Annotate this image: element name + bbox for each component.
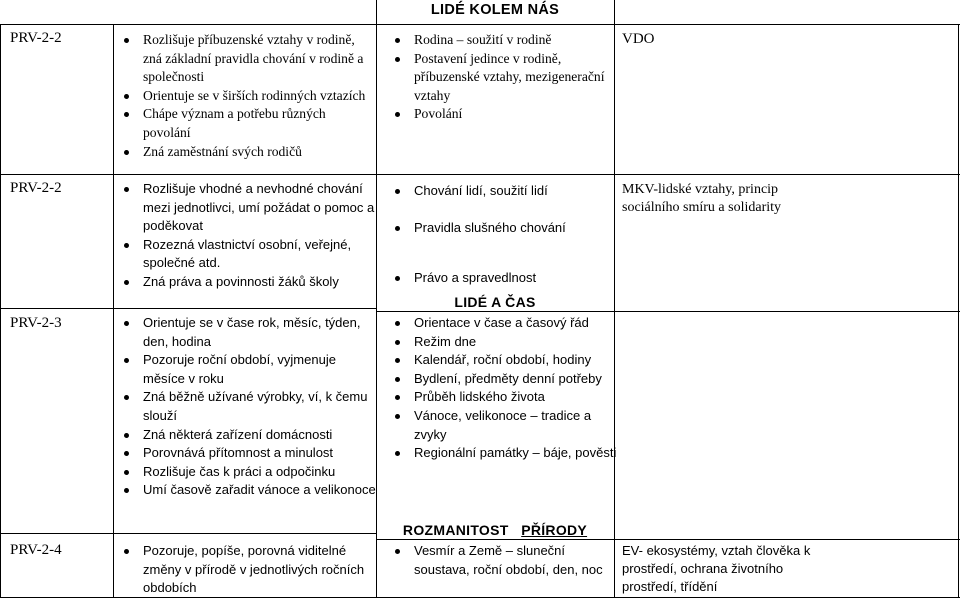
list-item: Průběh lidského života [392,388,617,407]
section-title: LIDÉ KOLEM NÁS [430,2,560,18]
outcome-code: PRV-2-2 [10,30,62,46]
rule-row-2b [376,311,960,312]
list-item: Pravidla slušného chování [392,219,617,238]
list-item: Rozlišuje vhodné a nevhodné chování mezi jednotlivci, umí požádat o pomoc a poděkovat [121,180,376,236]
list-item: Vánoce, velikonoce – tradice a zvyky [392,407,617,444]
cross-curricular-note: MKV-lidské vztahy, princip sociálního smíru a solidarity [622,182,782,215]
list-item: Bydlení, předměty denní potřeby [392,370,617,389]
list-item: Umí časově zařadit vánoce a velikonoce [121,481,376,500]
rule-row-3a [0,533,376,534]
list-item: Rozlišuje čas k práci a odpočinku [121,463,376,482]
rule-row-2a [0,308,376,309]
section-heading-part: PŘÍRODY [521,522,588,538]
list-item: Chápe význam a potřebu různých povolání [121,105,376,142]
rule-col-right [958,24,959,598]
list-item: Zná práva a povinnosti žáků školy [121,273,376,292]
list-item: Rozezná vlastnictví osobní, veřejné, společné atd. [121,236,376,273]
topic-list [392,314,617,463]
section-heading: LIDÉ A ČAS [454,294,536,310]
outcome-list [121,542,376,598]
list-item: Zná některá zařízení domácnosti [121,426,376,445]
outcome-list [121,31,376,161]
list-item: Vesmír a Země – sluneční soustava, roční období, den, noc [392,542,617,579]
list-item: Povolání [392,105,617,124]
outcome-code: PRV-2-2 [10,180,62,196]
outcome-list [121,314,376,500]
list-item: Zná zaměstnání svých rodičů [121,143,376,162]
list-item: Kalendář, roční období, hodiny [392,351,617,370]
list-item: Právo a spravedlnost [392,269,617,288]
list-item: Orientuje se v čase rok, měsíc, týden, den, hodina [121,314,376,351]
list-item: Rodina – soužití v rodině [392,31,617,50]
list-item: Porovnává přítomnost a minulost [121,444,376,463]
section-heading-part: ROZMANITOST [402,522,509,538]
list-item: Pozoruje, popíše, porovná viditelné změny v přírodě v jednotlivých ročních obdobích [121,542,376,598]
list-item: Zná běžně užívané výrobky, ví, k čemu slouží [121,388,376,425]
list-item: Regionální památky – báje, pověsti [392,444,617,463]
list-item: Pozoruje roční období, vyjmenuje měsíce v roku [121,351,376,388]
list-item: Režim dne [392,333,617,352]
section-heading [376,522,614,538]
rule-top [0,24,960,25]
rule-row-1 [0,174,960,175]
topic-list [392,182,617,288]
topic-list [392,31,617,124]
cross-curricular-note: EV- ekosystémy, vztah člověka k prostředí, ochrana životního prostředí, třídění [622,543,811,594]
cross-curricular-note: VDO [622,31,655,47]
rule-col-1 [113,24,114,598]
list-item: Orientuje se v širších rodinných vztazích [121,87,376,106]
list-item: Chování lidí, soužití lidí [392,182,617,201]
outcome-code: PRV-2-3 [10,315,62,331]
list-item: Postavení jedince v rodině, příbuzenské vztahy, mezigenerační vztahy [392,50,617,106]
list-item: Orientace v čase a časový řád [392,314,617,333]
topic-list [392,542,617,579]
list-item: Rozlišuje příbuzenské vztahy v rodině, zná základní pravidla chování v rodině a společnosti [121,31,376,87]
rule-col-left [0,24,1,598]
outcome-list [121,180,376,292]
rule-row-3b [376,539,960,540]
outcome-code: PRV-2-4 [10,542,62,558]
